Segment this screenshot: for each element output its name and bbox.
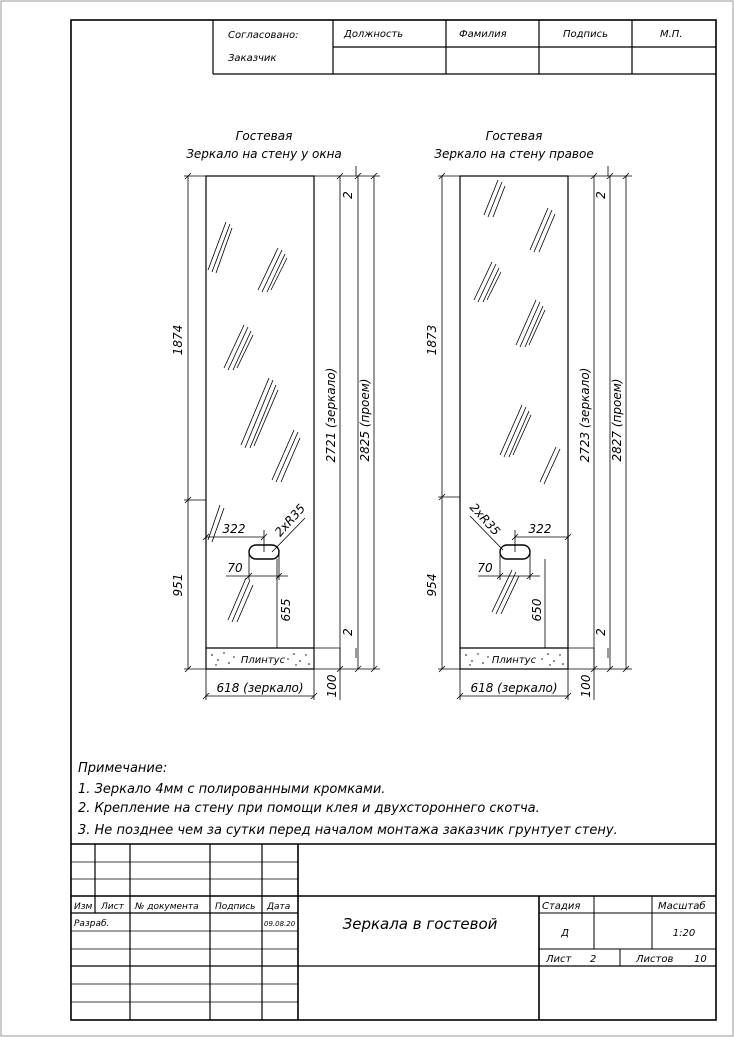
tb-scale-value: 1:20	[672, 928, 696, 939]
approval-position-label: Должность	[344, 29, 404, 40]
right-dim-hole-x: 322	[528, 522, 552, 536]
right-plinth-label: Плинтус	[491, 655, 537, 666]
right-dim-hole-y: 650	[530, 598, 544, 622]
right-dim-opening-height: 2827 (проем)	[610, 378, 624, 462]
approval-signature-label: Подпись	[563, 29, 608, 40]
notes-heading: Примечание:	[78, 761, 168, 776]
right-dim-plinth: 100	[579, 674, 593, 698]
outer-border	[1, 1, 733, 1036]
approval-agreed-label: Согласовано:	[228, 30, 299, 41]
tb-developer-label: Разраб.	[74, 919, 110, 929]
right-glass-hatching	[474, 180, 560, 614]
tb-drawing-title: Зеркала в гостевой	[342, 915, 498, 933]
left-mirror-view	[171, 129, 380, 700]
approval-surname-label: Фамилия	[459, 29, 507, 40]
left-room-title: Гостевая	[235, 129, 293, 143]
right-dim-radius: 2хR35	[466, 500, 504, 539]
tb-scale-label: Масштаб	[658, 901, 706, 912]
tb-date-value: 09.08.20	[264, 920, 296, 928]
note-item-1: 1. Зеркало 4мм с полированными кромками.	[78, 782, 386, 797]
note-item-3: 3. Не позднее чем за сутки перед началом монтажа заказчик грунтует стену.	[78, 823, 618, 838]
approval-stamp-label: М.П.	[660, 29, 683, 40]
left-dim-hole-y: 655	[279, 598, 293, 622]
right-dim-bottom-gap: 2	[594, 628, 608, 636]
right-dim-hole-width: 70	[477, 561, 493, 575]
tb-col-date: Дата	[267, 902, 291, 912]
right-dim-width: 618 (зеркало)	[470, 681, 558, 695]
right-dim-lower: 954	[425, 573, 439, 597]
left-dim-top-gap: 2	[341, 191, 355, 199]
tb-sheet-value: 2	[590, 954, 597, 965]
tb-sheets-value: 10	[694, 954, 707, 965]
note-item-2: 2. Крепление на стену при помощи клея и двухстороннего скотча.	[78, 801, 540, 816]
left-dim-hole-width: 70	[227, 561, 243, 575]
left-glass-hatching	[208, 222, 300, 622]
approval-customer-label: Заказчик	[228, 53, 277, 64]
left-dim-opening-height: 2825 (проем)	[358, 378, 372, 462]
tb-stage-value: Д	[561, 928, 569, 939]
tb-sheets-label: Листов	[636, 954, 674, 965]
tb-col-doc-no: № документа	[135, 902, 199, 912]
notes-section	[78, 761, 618, 838]
right-mirror-view	[425, 129, 632, 700]
left-dim-upper: 1874	[171, 324, 185, 356]
tb-col-sheet: Лист	[101, 902, 124, 912]
left-dim-bottom-gap: 2	[341, 628, 355, 636]
left-view-subtitle: Зеркало на стену у окна	[186, 147, 342, 161]
tb-stage-label: Стадия	[542, 901, 581, 912]
tb-col-signature: Подпись	[215, 902, 256, 912]
right-dim-top-gap: 2	[594, 191, 608, 199]
right-view-subtitle: Зеркало на стену правое	[434, 147, 594, 161]
left-dim-radius: 2хR35	[271, 501, 309, 540]
left-dim-plinth: 100	[325, 674, 339, 698]
left-mirror-outline	[206, 176, 314, 669]
left-dim-lower: 951	[171, 573, 185, 597]
right-room-title: Гостевая	[485, 129, 543, 143]
left-dim-width: 618 (зеркало)	[216, 681, 304, 695]
right-dim-mirror-height: 2723 (зеркало)	[578, 367, 592, 463]
tb-sheet-label: Лист	[546, 954, 572, 965]
drawing-frame	[71, 20, 716, 1020]
left-plinth-label: Плинтус	[240, 655, 286, 666]
left-dim-mirror-height: 2721 (зеркало)	[324, 367, 338, 463]
right-dim-upper: 1873	[425, 324, 439, 356]
left-dim-hole-x: 322	[222, 522, 246, 536]
tb-col-change: Изм	[74, 902, 93, 912]
